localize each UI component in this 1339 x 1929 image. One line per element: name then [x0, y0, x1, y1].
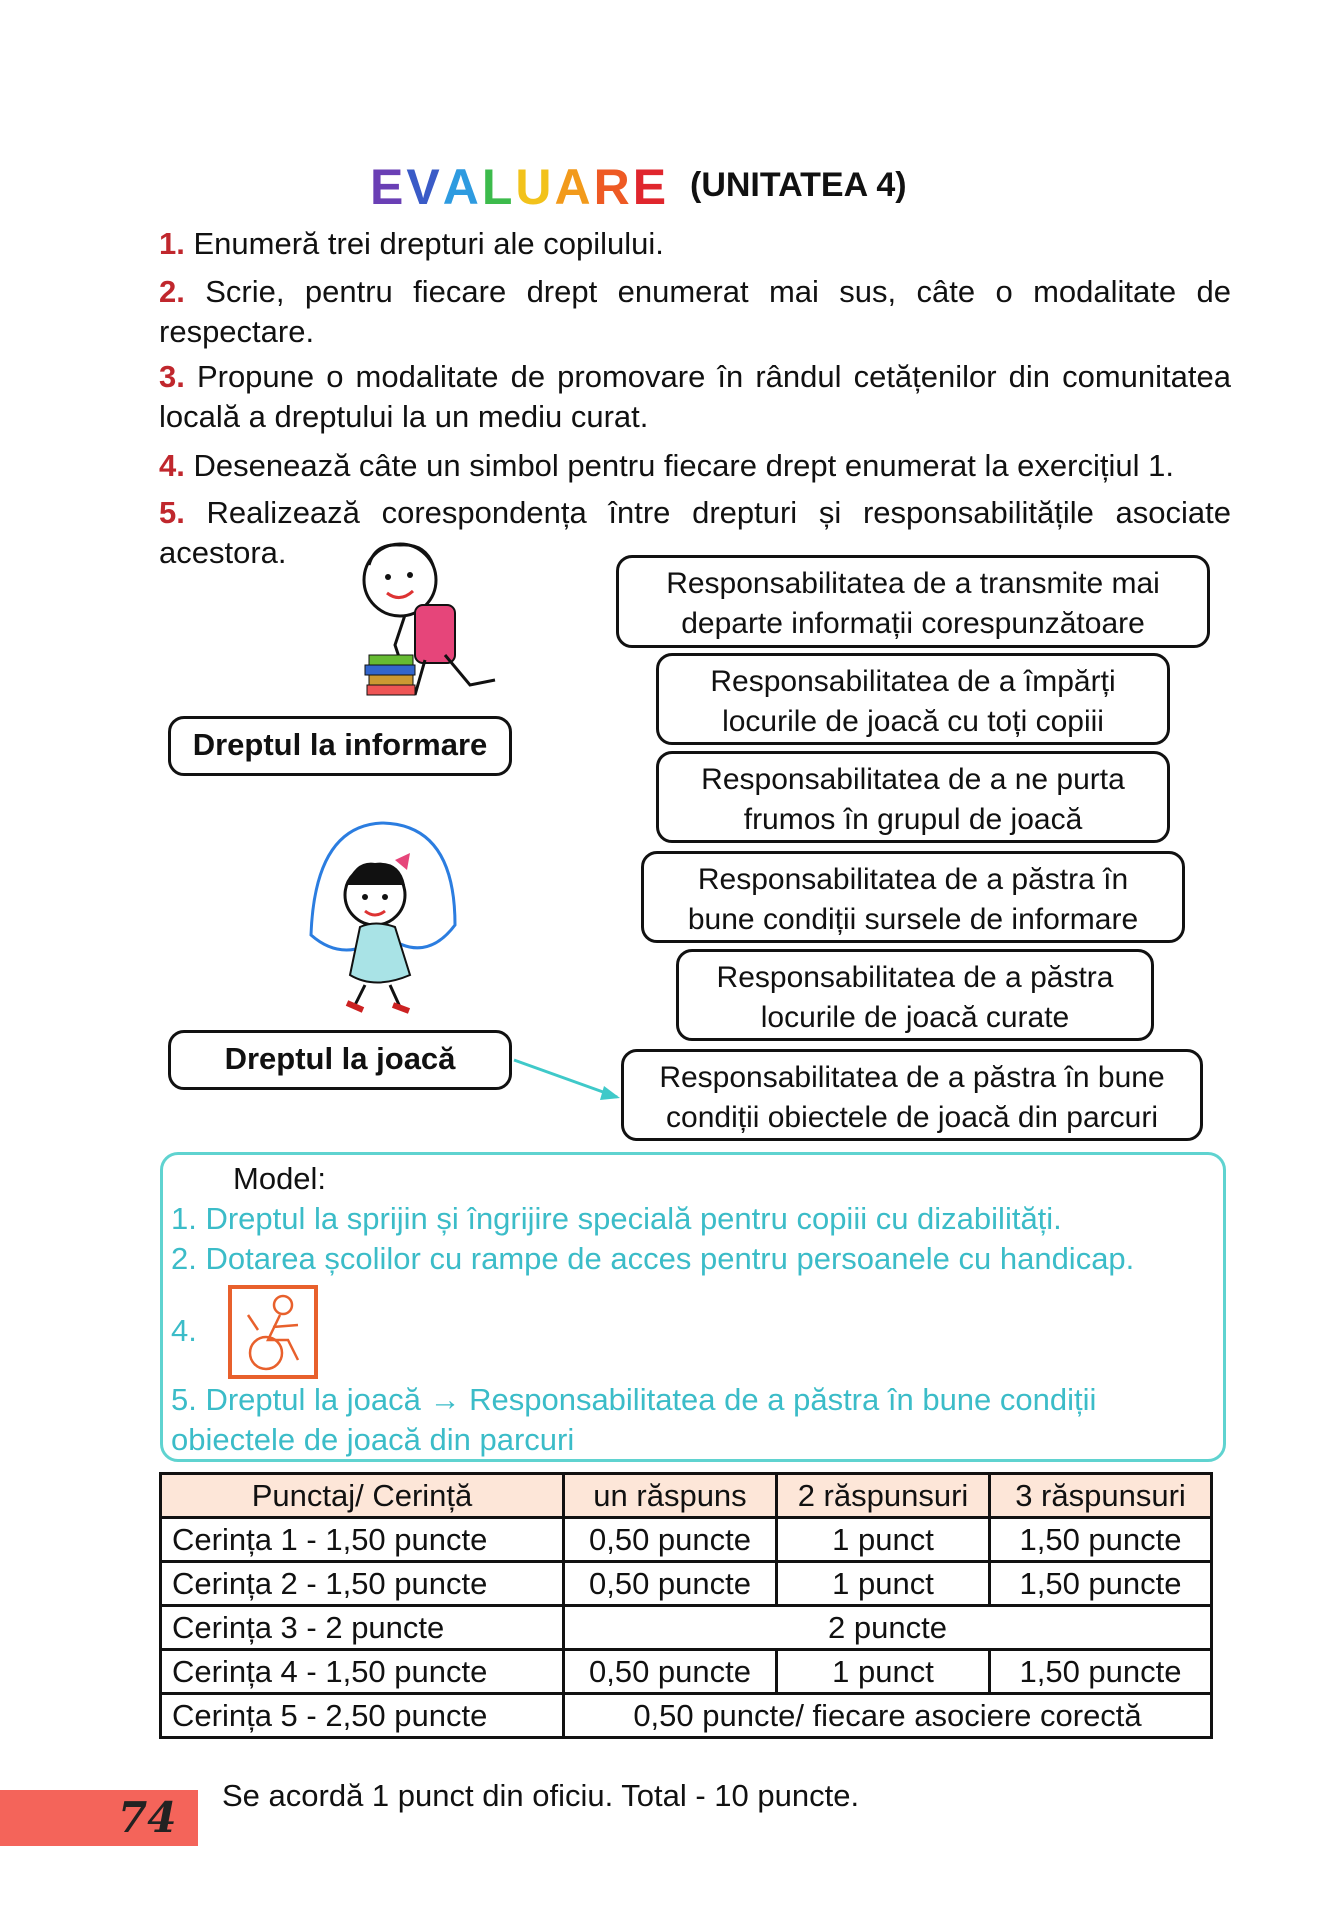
- table-row: [161, 1606, 1212, 1650]
- header-cell: 3 răspunsuri: [990, 1474, 1212, 1518]
- model-answer-box: [160, 1152, 1226, 1462]
- responsibility-box-5[interactable]: Responsabilitatea de a păstra locurile de joacă curate: [676, 949, 1154, 1041]
- table-cell: 2 puncte: [564, 1606, 1212, 1650]
- table-cell: 1,50 puncte: [990, 1518, 1212, 1562]
- page-number: 74: [118, 1793, 177, 1842]
- right-box-information[interactable]: Dreptul la informare: [168, 716, 512, 776]
- table-cell: 1,50 puncte: [990, 1562, 1212, 1606]
- table-cell: 1 punct: [777, 1562, 990, 1606]
- responsibility-box-1[interactable]: Responsabilitatea de a transmite mai departe informații corespunzătoare: [616, 555, 1210, 648]
- question-3: 3. Propune o modalitate de promovare în rândul cetățenilor din comunitatea locală a dreptului la un mediu curat.: [159, 359, 1231, 434]
- wheelchair-symbol-icon: [228, 1285, 320, 1380]
- table-cell: 0,50 puncte: [564, 1518, 777, 1562]
- page-title: [370, 158, 669, 216]
- title-letter: E: [370, 159, 407, 215]
- model-line-1: 1. Dreptul la sprijin și îngrijire specială pentru copiii cu dizabilități.: [171, 1201, 1062, 1236]
- header-cell: un răspuns: [564, 1474, 777, 1518]
- table-row: [161, 1694, 1212, 1738]
- table-cell: 1 punct: [777, 1650, 990, 1694]
- table-cell: Cerința 3 - 2 puncte: [161, 1606, 564, 1650]
- model-line-5a: 5. Dreptul la joacă → Responsabilitatea de a păstra în bune condiții: [171, 1382, 1097, 1417]
- title-letter: V: [406, 159, 443, 215]
- responsibility-box-3[interactable]: Responsabilitatea de a ne purta frumos în grupul de joacă: [656, 751, 1170, 843]
- question-1: 1. Enumeră trei drepturi ale copilului.: [159, 226, 664, 261]
- table-cell: 0,50 puncte: [564, 1650, 777, 1694]
- score-table: [159, 1472, 1213, 1739]
- table-cell: Cerința 1 - 1,50 puncte: [161, 1518, 564, 1562]
- table-cell: 1 punct: [777, 1518, 990, 1562]
- header-cell: Punctaj/ Cerință: [161, 1474, 564, 1518]
- model-line-2: 2. Dotarea școlilor cu rampe de acces pentru persoanele cu handicap.: [171, 1241, 1135, 1276]
- table-cell: 0,50 puncte/ fiecare asociere corectă: [564, 1694, 1212, 1738]
- table-row: [161, 1562, 1212, 1606]
- title-letter: A: [554, 159, 594, 215]
- right-box-play[interactable]: Dreptul la joacă: [168, 1030, 512, 1090]
- table-row: [161, 1518, 1212, 1562]
- footer-note: Se acordă 1 punct din oficiu. Total - 10 puncte.: [222, 1778, 860, 1813]
- table-cell: 0,50 puncte: [564, 1562, 777, 1606]
- table-cell: Cerința 5 - 2,50 puncte: [161, 1694, 564, 1738]
- page-subtitle: (UNITATEA 4): [690, 166, 907, 204]
- header-cell: 2 răspunsuri: [777, 1474, 990, 1518]
- table-row: [161, 1650, 1212, 1694]
- title-letter: A: [442, 159, 482, 215]
- title-letter: R: [593, 159, 633, 215]
- model-line-5b: obiectele de joacă din parcuri: [171, 1422, 575, 1457]
- question-4: 4. Desenează câte un simbol pentru fiecare drept enumerat la exercițiul 1.: [159, 448, 1174, 483]
- girl-skipping-illustration: [305, 815, 465, 1025]
- table-header-row: [161, 1474, 1212, 1518]
- responsibility-box-2[interactable]: Responsabilitatea de a împărți locurile de joacă cu toți copiii: [656, 653, 1170, 745]
- table-cell: 1,50 puncte: [990, 1650, 1212, 1694]
- match-arrow: [512, 1050, 632, 1110]
- title-letter: U: [515, 159, 555, 215]
- responsibility-box-6[interactable]: Responsabilitatea de a păstra în bune condiții obiectele de joacă din parcuri: [621, 1049, 1203, 1141]
- responsibility-box-4[interactable]: Responsabilitatea de a păstra în bune condiții sursele de informare: [641, 851, 1185, 943]
- table-cell: Cerința 4 - 1,50 puncte: [161, 1650, 564, 1694]
- question-2: 2. Scrie, pentru fiecare drept enumerat mai sus, câte o modalitate de respectare.: [159, 274, 1231, 349]
- title-letter: L: [481, 159, 516, 215]
- question-5: 5. Realizează corespondența între drepturi și responsabilitățile asociate acestora.: [159, 495, 1231, 570]
- title-letter: E: [632, 159, 670, 215]
- model-heading: Model:: [233, 1161, 327, 1196]
- boy-reading-illustration: [355, 535, 505, 715]
- model-line-4: 4.: [171, 1313, 197, 1348]
- table-cell: Cerința 2 - 1,50 puncte: [161, 1562, 564, 1606]
